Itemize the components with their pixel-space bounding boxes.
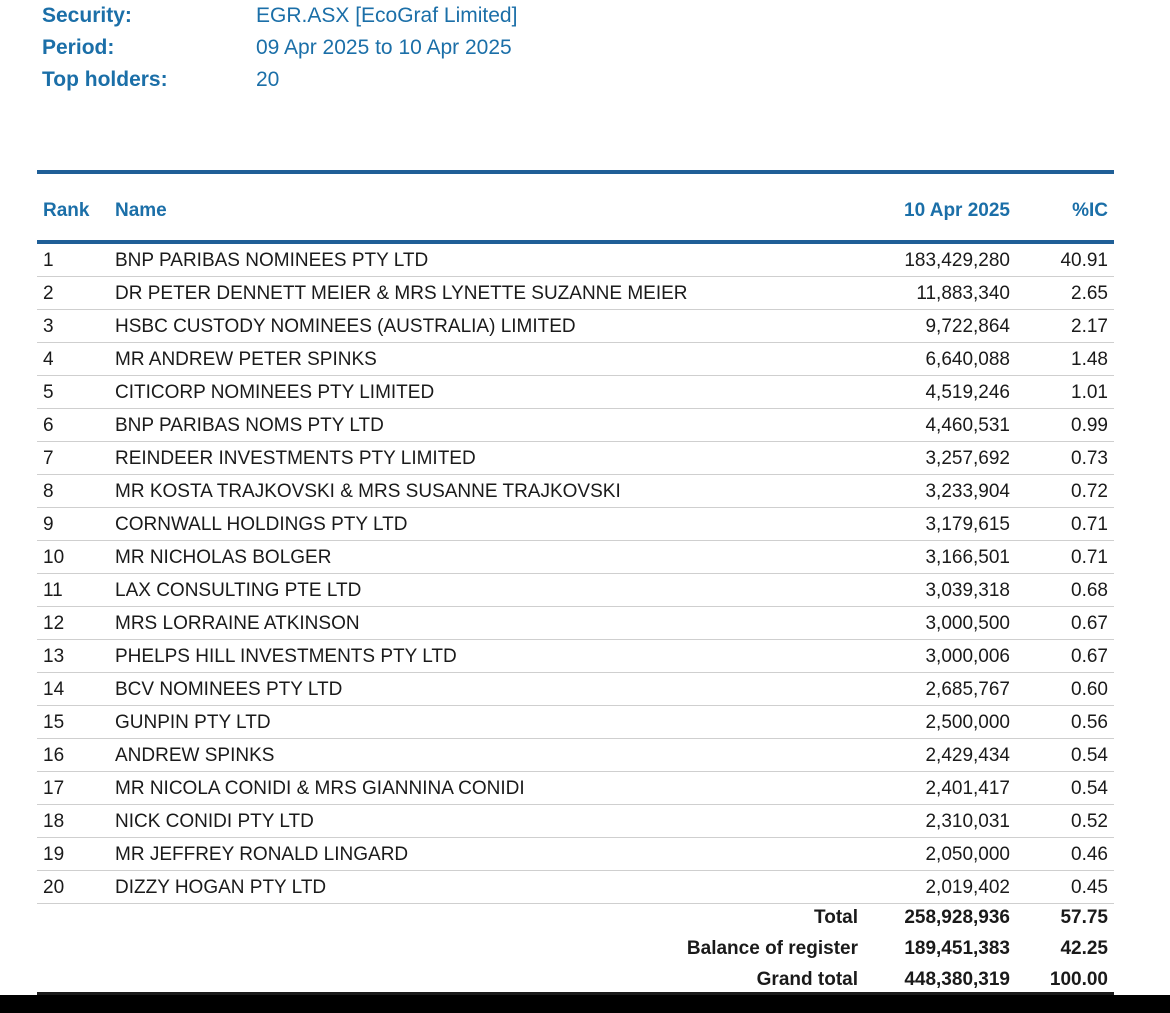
table-row [37, 442, 1114, 475]
ic-cell: 0.67 [1071, 646, 1108, 667]
rank-cell: 13 [43, 646, 65, 667]
rank-cell: 15 [43, 712, 65, 733]
ic-cell: 0.68 [1071, 580, 1108, 601]
rank-cell: 18 [43, 811, 65, 832]
top-holders-value: 20 [256, 68, 280, 91]
rank-cell: 9 [43, 514, 54, 535]
rank-cell: 19 [43, 844, 65, 865]
table-row [37, 871, 1114, 904]
shares-cell: 2,429,434 [925, 745, 1010, 766]
table-row [37, 673, 1114, 706]
ic-cell: 0.71 [1071, 514, 1108, 535]
table-row [37, 640, 1114, 673]
shares-cell: 3,166,501 [925, 547, 1010, 568]
name-cell: MR JEFFREY RONALD LINGARD [115, 844, 409, 865]
ic-cell: 0.54 [1071, 778, 1108, 799]
rank-cell: 16 [43, 745, 65, 766]
total-ic: 57.75 [1060, 907, 1108, 928]
total-row [37, 904, 1114, 935]
ic-cell: 2.17 [1071, 316, 1108, 337]
ic-cell: 0.54 [1071, 745, 1108, 766]
ic-cell: 0.72 [1071, 481, 1108, 502]
rank-cell: 4 [43, 349, 54, 370]
table-row [37, 376, 1114, 409]
ic-cell: 2.65 [1071, 283, 1108, 304]
name-cell: BNP PARIBAS NOMS PTY LTD [115, 415, 384, 436]
header-rank: Rank [43, 200, 90, 221]
shares-cell: 3,257,692 [925, 448, 1010, 469]
table-row [37, 277, 1114, 310]
name-cell: BCV NOMINEES PTY LTD [115, 679, 343, 700]
top-holders-table [37, 170, 1114, 996]
ic-cell: 0.46 [1071, 844, 1108, 865]
shares-cell: 4,519,246 [925, 382, 1010, 403]
ic-cell: 0.56 [1071, 712, 1108, 733]
table-row [37, 805, 1114, 838]
ic-cell: 1.01 [1071, 382, 1108, 403]
rank-cell: 20 [43, 877, 65, 898]
shares-cell: 11,883,340 [916, 283, 1010, 304]
security-value: EGR.ASX [EcoGraf Limited] [256, 4, 518, 27]
name-cell: GUNPIN PTY LTD [115, 712, 271, 733]
ic-cell: 0.71 [1071, 547, 1108, 568]
table-row [37, 310, 1114, 343]
name-cell: DIZZY HOGAN PTY LTD [115, 877, 327, 898]
rank-cell: 11 [43, 580, 63, 601]
ic-cell: 0.52 [1071, 811, 1108, 832]
period-value: 09 Apr 2025 to 10 Apr 2025 [256, 36, 512, 59]
shares-cell: 9,722,864 [925, 316, 1010, 337]
ic-cell: 1.48 [1071, 349, 1108, 370]
balance-row [37, 935, 1114, 966]
rank-cell: 10 [43, 547, 65, 568]
table-row [37, 409, 1114, 442]
shares-cell: 3,179,615 [925, 514, 1010, 535]
ic-cell: 0.67 [1071, 613, 1108, 634]
name-cell: MR ANDREW PETER SPINKS [115, 349, 377, 370]
name-cell: ANDREW SPINKS [115, 745, 275, 766]
ic-cell: 0.73 [1071, 448, 1108, 469]
table-row [37, 475, 1114, 508]
header-name: Name [115, 200, 167, 221]
table-totals [37, 904, 1114, 996]
shares-cell: 2,500,000 [925, 712, 1010, 733]
total-label: Total [814, 907, 858, 928]
table-row [37, 574, 1114, 607]
table-row [37, 607, 1114, 640]
name-cell: DR PETER DENNETT MEIER & MRS LYNETTE SUZANNE MEIER [115, 283, 688, 304]
security-label: Security: [42, 4, 132, 27]
balance-label: Balance of register [686, 938, 858, 959]
name-cell: BNP PARIBAS NOMINEES PTY LTD [115, 250, 429, 271]
name-cell: HSBC CUSTODY NOMINEES (AUSTRALIA) LIMITED [115, 316, 576, 337]
rank-cell: 5 [43, 382, 54, 403]
ic-cell: 0.99 [1071, 415, 1108, 436]
header-date: 10 Apr 2025 [904, 200, 1010, 221]
rank-cell: 6 [43, 415, 54, 436]
ic-cell: 40.91 [1060, 250, 1108, 271]
rank-cell: 7 [43, 448, 54, 469]
table-row [37, 706, 1114, 739]
name-cell: MR KOSTA TRAJKOVSKI & MRS SUSANNE TRAJKOVSKI [115, 481, 621, 502]
name-cell: CITICORP NOMINEES PTY LIMITED [115, 382, 435, 403]
top-holders-label: Top holders: [42, 68, 168, 91]
rank-cell: 2 [43, 283, 54, 304]
name-cell: REINDEER INVESTMENTS PTY LIMITED [115, 448, 476, 469]
shares-cell: 183,429,280 [904, 250, 1010, 271]
period-label: Period: [42, 36, 115, 59]
name-cell: CORNWALL HOLDINGS PTY LTD [115, 514, 408, 535]
shares-cell: 2,685,767 [925, 679, 1010, 700]
header-ic: %IC [1072, 200, 1108, 221]
total-shares: 258,928,936 [904, 907, 1010, 928]
table-row [37, 541, 1114, 574]
shares-cell: 4,460,531 [925, 415, 1010, 436]
table-row [37, 343, 1114, 376]
name-cell: MR NICHOLAS BOLGER [115, 547, 332, 568]
rank-cell: 3 [43, 316, 54, 337]
period-row [42, 32, 517, 64]
shares-cell: 2,050,000 [925, 844, 1010, 865]
rank-cell: 12 [43, 613, 65, 634]
shares-cell: 2,401,417 [925, 778, 1010, 799]
shares-cell: 6,640,088 [925, 349, 1010, 370]
name-cell: MR NICOLA CONIDI & MRS GIANNINA CONIDI [115, 778, 525, 799]
grand-total-ic: 100.00 [1049, 969, 1108, 990]
table-header [37, 174, 1114, 244]
table-row [37, 739, 1114, 772]
balance-shares: 189,451,383 [904, 938, 1010, 959]
name-cell: MRS LORRAINE ATKINSON [115, 613, 360, 634]
name-cell: PHELPS HILL INVESTMENTS PTY LTD [115, 646, 457, 667]
grand-total-label: Grand total [756, 969, 858, 990]
shares-cell: 2,310,031 [925, 811, 1010, 832]
rank-cell: 8 [43, 481, 54, 502]
grand-total-shares: 448,380,319 [904, 969, 1010, 990]
top-holders-row [42, 64, 517, 96]
table-row [37, 508, 1114, 541]
shares-cell: 3,233,904 [925, 481, 1010, 502]
shares-cell: 2,019,402 [925, 877, 1010, 898]
security-info-panel [42, 0, 517, 96]
name-cell: NICK CONIDI PTY LTD [115, 811, 314, 832]
screen-bottom-bar [0, 995, 1170, 1013]
table-row [37, 244, 1114, 277]
name-cell: LAX CONSULTING PTE LTD [115, 580, 362, 601]
table-body [37, 244, 1114, 904]
rank-cell: 1 [43, 250, 54, 271]
table-row [37, 838, 1114, 871]
security-row [42, 0, 517, 32]
table-row [37, 772, 1114, 805]
shares-cell: 3,000,500 [925, 613, 1010, 634]
rank-cell: 17 [43, 778, 65, 799]
balance-ic: 42.25 [1060, 938, 1108, 959]
ic-cell: 0.45 [1071, 877, 1108, 898]
rank-cell: 14 [43, 679, 65, 700]
shares-cell: 3,000,006 [925, 646, 1010, 667]
shares-cell: 3,039,318 [925, 580, 1010, 601]
ic-cell: 0.60 [1071, 679, 1108, 700]
